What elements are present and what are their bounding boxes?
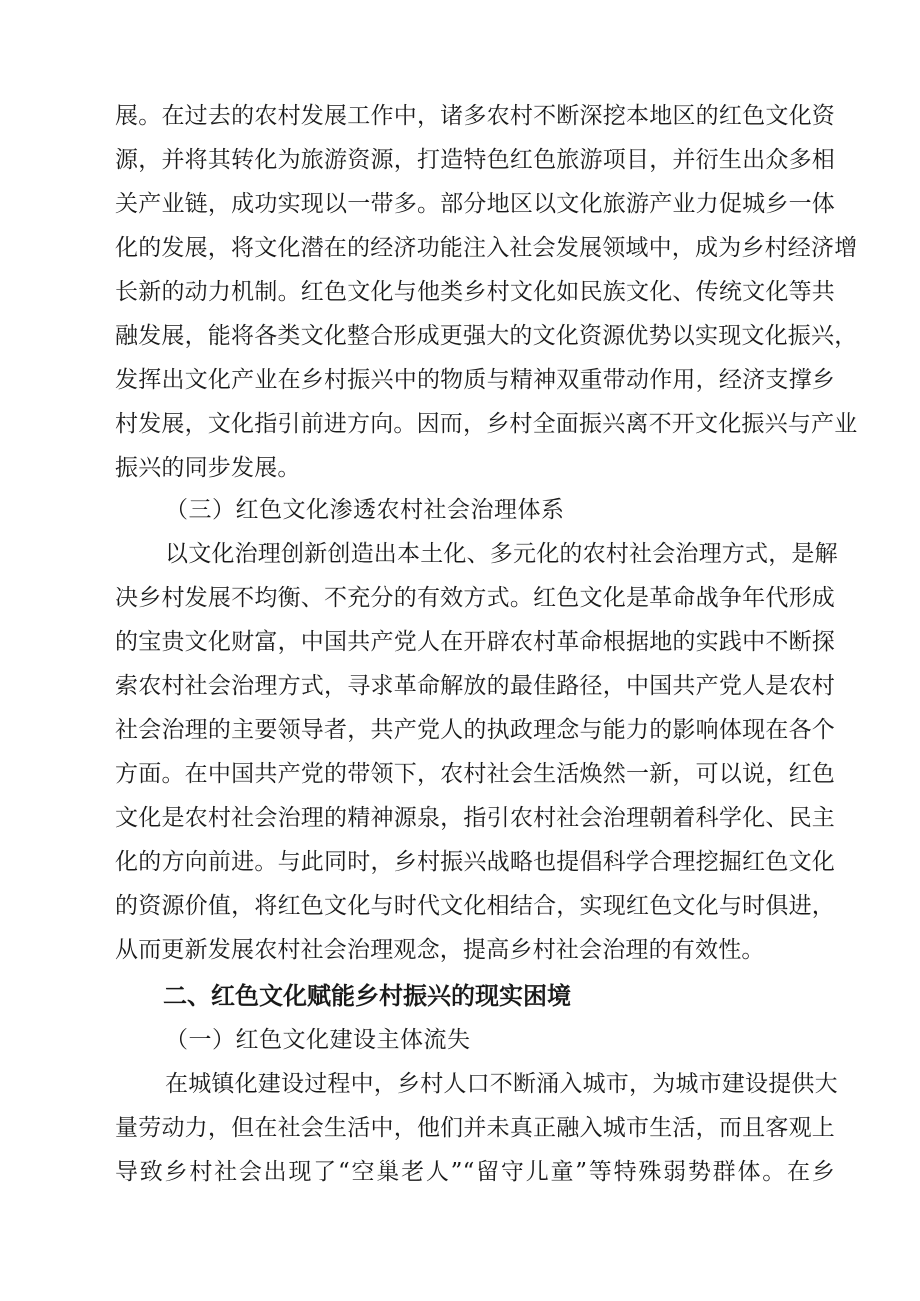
text-line: 展。在过去的农村发展工作中，诸多农村不断深挖本地区的红色文化资 bbox=[115, 103, 835, 129]
subheading-subject-loss: （一）红色文化建设主体流失 bbox=[165, 1027, 471, 1053]
text-line: 导致乡村社会出现了“空巢老人”“留守儿童”等特殊弱势群体。在乡 bbox=[115, 1159, 835, 1185]
text-line: 化的方向前进。与此同时，乡村振兴战略也提倡科学合理挖掘红色文化 bbox=[115, 849, 835, 875]
text-line: 决乡村发展不均衡、不充分的有效方式。红色文化是革命战争年代形成 bbox=[115, 585, 835, 611]
text-line: 的资源价值，将红色文化与时代文化相结合，实现红色文化与时俱进， bbox=[115, 893, 835, 919]
text-line: 从而更新发展农村社会治理观念，提高乡村社会治理的有效性。 bbox=[115, 937, 765, 963]
text-line: 长新的动力机制。红色文化与他类乡村文化如民族文化、传统文化等共 bbox=[115, 279, 835, 305]
text-line: 文化是农村社会治理的精神源泉，指引农村社会治理朝着科学化、民主 bbox=[115, 805, 835, 831]
text-line: 源，并将其转化为旅游资源，打造特色红色旅游项目，并衍生出众多相 bbox=[115, 147, 835, 173]
text-line: 在城镇化建设过程中，乡村人口不断涌入城市，为城市建设提供大 bbox=[165, 1071, 838, 1097]
text-line: 以文化治理创新创造出本土化、多元化的农村社会治理方式，是解 bbox=[165, 541, 838, 567]
text-line: 化的发展，将文化潜在的经济功能注入社会发展领域中，成为乡村经济增 bbox=[115, 235, 858, 261]
text-line: 索农村社会治理方式，寻求革命解放的最佳路径，中国共产党人是农村 bbox=[115, 673, 835, 699]
text-line: 的宝贵文化财富，中国共产党人在开辟农村革命根据地的实践中不断探 bbox=[115, 629, 835, 655]
text-line: 发挥出文化产业在乡村振兴中的物质与精神双重带动作用，经济支撑乡 bbox=[115, 367, 835, 393]
text-line: 社会治理的主要领导者，共产党人的执政理念与能力的影响体现在各个 bbox=[115, 717, 835, 743]
text-line: 融发展，能将各类文化整合形成更强大的文化资源优势以实现文化振兴， bbox=[115, 323, 858, 349]
text-line: 关产业链，成功实现以一带多。部分地区以文化旅游产业力促城乡一体 bbox=[115, 191, 835, 217]
text-line: 方面。在中国共产党的带领下，农村社会生活焕然一新，可以说，红色 bbox=[115, 761, 835, 787]
text-line: 振兴的同步发展。 bbox=[115, 455, 301, 481]
section-heading: 二、红色文化赋能乡村振兴的现实困境 bbox=[163, 982, 571, 1010]
text-line: 村发展，文化指引前进方向。因而，乡村全面振兴离不开文化振兴与产业 bbox=[115, 411, 858, 437]
subheading-governance: （三）红色文化渗透农村社会治理体系 bbox=[165, 497, 565, 523]
text-line: 量劳动力，但在社会生活中，他们并未真正融入城市生活，而且客观上 bbox=[115, 1115, 835, 1141]
